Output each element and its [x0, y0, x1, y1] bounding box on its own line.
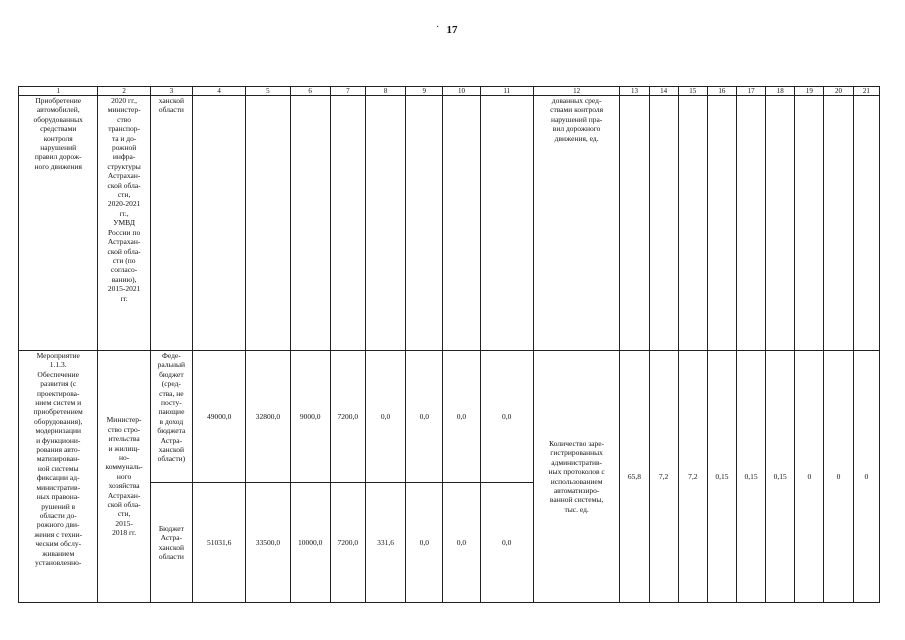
regional-amount-cell: 0,0 [443, 483, 480, 603]
indicator-value-cell: 0,15 [737, 351, 766, 603]
indicator-value-cell: 0 [795, 351, 824, 603]
empty-cell [406, 96, 443, 351]
column-number-cell: 5 [246, 87, 290, 96]
column-number-cell: 14 [649, 87, 678, 96]
regional-amount-cell: 331,6 [365, 483, 405, 603]
empty-cell [480, 96, 533, 351]
column-number-cell: 9 [406, 87, 443, 96]
column-number-cell: 1 [19, 87, 98, 96]
table-row [19, 351, 880, 483]
regional-amount-cell: 7200,0 [330, 483, 365, 603]
regional-amount-cell: 51031,6 [192, 483, 245, 603]
regional-amount-cell: 33500,0 [246, 483, 290, 603]
empty-cell [330, 96, 365, 351]
indicator-name-cell: Количество заре- гистрированных административ- ных протоколов с использованием автоматизиро- ванной системы, тыс. ед. [533, 351, 620, 603]
empty-cell [678, 96, 707, 351]
indicator-value-cell: 0,15 [766, 351, 795, 603]
empty-cell [766, 96, 795, 351]
page-number: 17 [446, 24, 458, 36]
empty-cell [290, 96, 330, 351]
measure-name-cell: Мероприятие 1.1.3. Обеспечение развития (с проектирова- нием систем и приобретением оборудования), модернизации и функциони- рования авто- матизирован- ной системы фиксации ад- министратив- ных правона- рушений в области до- рожного дви- жения с техни- ческим обслу- живанием установленно- [19, 351, 98, 603]
column-number-cell: 8 [365, 87, 405, 96]
empty-cell [853, 96, 879, 351]
indicator-value-cell: 7,2 [649, 351, 678, 603]
regional-amount-cell: 0,0 [406, 483, 443, 603]
federal-amount-cell: 0,0 [406, 351, 443, 483]
federal-amount-cell: 9000,0 [290, 351, 330, 483]
empty-cell [246, 96, 290, 351]
column-number-cell: 11 [480, 87, 533, 96]
indicator-value-cell: 0 [853, 351, 879, 603]
federal-amount-cell: 0,0 [443, 351, 480, 483]
column-number-cell: 6 [290, 87, 330, 96]
column-number-cell: 12 [533, 87, 620, 96]
column-number-cell: 16 [707, 87, 736, 96]
executor-cell: Министер- ство стро- ительства и жилищ- но- коммуналь- ного хозяйства Астрахан- ской обла- сти, 2015- 2018 гг. [98, 351, 150, 603]
column-number-cell: 21 [853, 87, 879, 96]
column-number-cell: 19 [795, 87, 824, 96]
page-mark: · [436, 22, 440, 33]
federal-amount-cell: 32800,0 [246, 351, 290, 483]
indicator-value-cell: 7,2 [678, 351, 707, 603]
empty-cell [443, 96, 480, 351]
column-number-cell: 2 [98, 87, 150, 96]
empty-cell [192, 96, 245, 351]
measure-name-cell: Приобретение автомобилей, оборудованных средствами контроля нарушений правил дорож- ного движения [19, 96, 98, 351]
federal-amount-cell: 49000,0 [192, 351, 245, 483]
table-row [19, 96, 880, 351]
empty-cell [365, 96, 405, 351]
regional-amount-cell: 10000,0 [290, 483, 330, 603]
column-number-cell: 17 [737, 87, 766, 96]
indicator-name-cell: дованных сред- ствами контроля нарушений пра- вил дорожного движения, ед. [533, 96, 620, 351]
column-number-cell: 18 [766, 87, 795, 96]
federal-amount-cell: 7200,0 [330, 351, 365, 483]
funding-source-cell: ханской области [150, 96, 192, 351]
column-number-cell: 20 [824, 87, 853, 96]
indicator-value-cell: 65,8 [620, 351, 649, 603]
column-number-row [19, 87, 880, 96]
empty-cell [824, 96, 853, 351]
indicator-value-cell: 0,15 [707, 351, 736, 603]
regional-amount-cell: 0,0 [480, 483, 533, 603]
column-number-cell: 13 [620, 87, 649, 96]
empty-cell [737, 96, 766, 351]
federal-amount-cell: 0,0 [480, 351, 533, 483]
indicator-value-cell: 0 [824, 351, 853, 603]
column-number-cell: 3 [150, 87, 192, 96]
funding-source-cell: Феде- ральный бюджет (сред- ства, не посту- пающие в доход бюджета Астра- ханской области) [150, 351, 192, 483]
empty-cell [649, 96, 678, 351]
column-number-cell: 10 [443, 87, 480, 96]
empty-cell [795, 96, 824, 351]
empty-cell [620, 96, 649, 351]
column-number-cell: 4 [192, 87, 245, 96]
column-number-cell: 7 [330, 87, 365, 96]
column-number-cell: 15 [678, 87, 707, 96]
empty-cell [707, 96, 736, 351]
executor-cell: 2020 гг., министер- ство транспор- та и до- рожной инфра- структуры Астрахан- ской обла- сти, 2020-2021 гг., УМВД России по Астрахан- ской обла- сти (по согласо- ванию), 2015-2021 гг. [98, 96, 150, 351]
budget-table [18, 86, 880, 603]
federal-amount-cell: 0,0 [365, 351, 405, 483]
funding-source-cell: Бюджет Астра- ханской области [150, 483, 192, 603]
